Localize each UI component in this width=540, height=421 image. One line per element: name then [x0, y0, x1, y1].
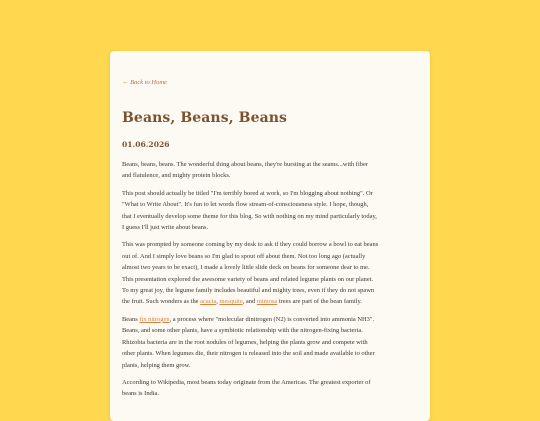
paragraph-1: Beans, beans, beans. The wonderful thing about beans, they're bursting at the seams...with fiber and flatulence, and mighty protein blocks. — [122, 161, 368, 180]
fix-nitrogen-link[interactable]: fix nitrogen — [139, 315, 170, 323]
paragraph-4-rest: , a process where "molecular dinitrogen (N2) is converted into ammonia NH3". Beans, and some other plants, have a symbiotic relationship with the nitrogen-fixing bacteria. Rhizobia bacteria are in the root nodules of legumes, helping the plants grow and compete with other plants. When legumes die, their nitrogen is released into the soil and made available to other plants, helping them grow. — [122, 315, 375, 369]
separator-text: , and — [242, 298, 257, 306]
paragraph-5: According to Wikipedia, most beans today originate from the Americas. The greatest exporter of beans is India. — [122, 378, 371, 398]
separator-text: , — [216, 298, 220, 306]
paragraph-2: This post should actually be titled "I'm terribly bored at work, so I'm blogging about nothing". Or "What to Write About". It's fun to let words flow stream-of-consciousness style. I hope, though, that I eventually develop some theme for this blog. So with nothing on my mind particularly today, I guess I'll just write about beans. — [122, 189, 377, 232]
post-card — [110, 51, 430, 421]
paragraph-3-end: trees are part of the bean family. — [277, 298, 362, 306]
mimosa-link[interactable]: mimosa — [256, 298, 278, 306]
paragraph-4-start: Beans — [122, 315, 140, 323]
paragraph-4 — [122, 314, 418, 371]
post-date: 01.06.2026 — [122, 140, 170, 149]
mesquite-link[interactable]: mesquite — [219, 298, 243, 306]
paragraph-3-text: This was prompted by someone coming by my desk to ask if they could borrow a bowl to eat beans out of. And I simply love beans so I'm glad to spout off about them. Not too long ago (actually almost two years to be exact), I made a lovely little slide deck on beans for someone dear to me. This presentation explored the awesome variety of beans and related legume plants on our planet. To my great joy, the legume family includes beautiful and mighty trees, even if they do not spawn the fruit. Such wonders as the — [122, 241, 379, 306]
paragraph-3 — [122, 239, 418, 307]
post-title: Beans, Beans, Beans — [122, 110, 288, 126]
back-to-home-link[interactable]: ← Back to Home — [122, 79, 167, 86]
acacia-link[interactable]: acacia — [200, 298, 217, 306]
